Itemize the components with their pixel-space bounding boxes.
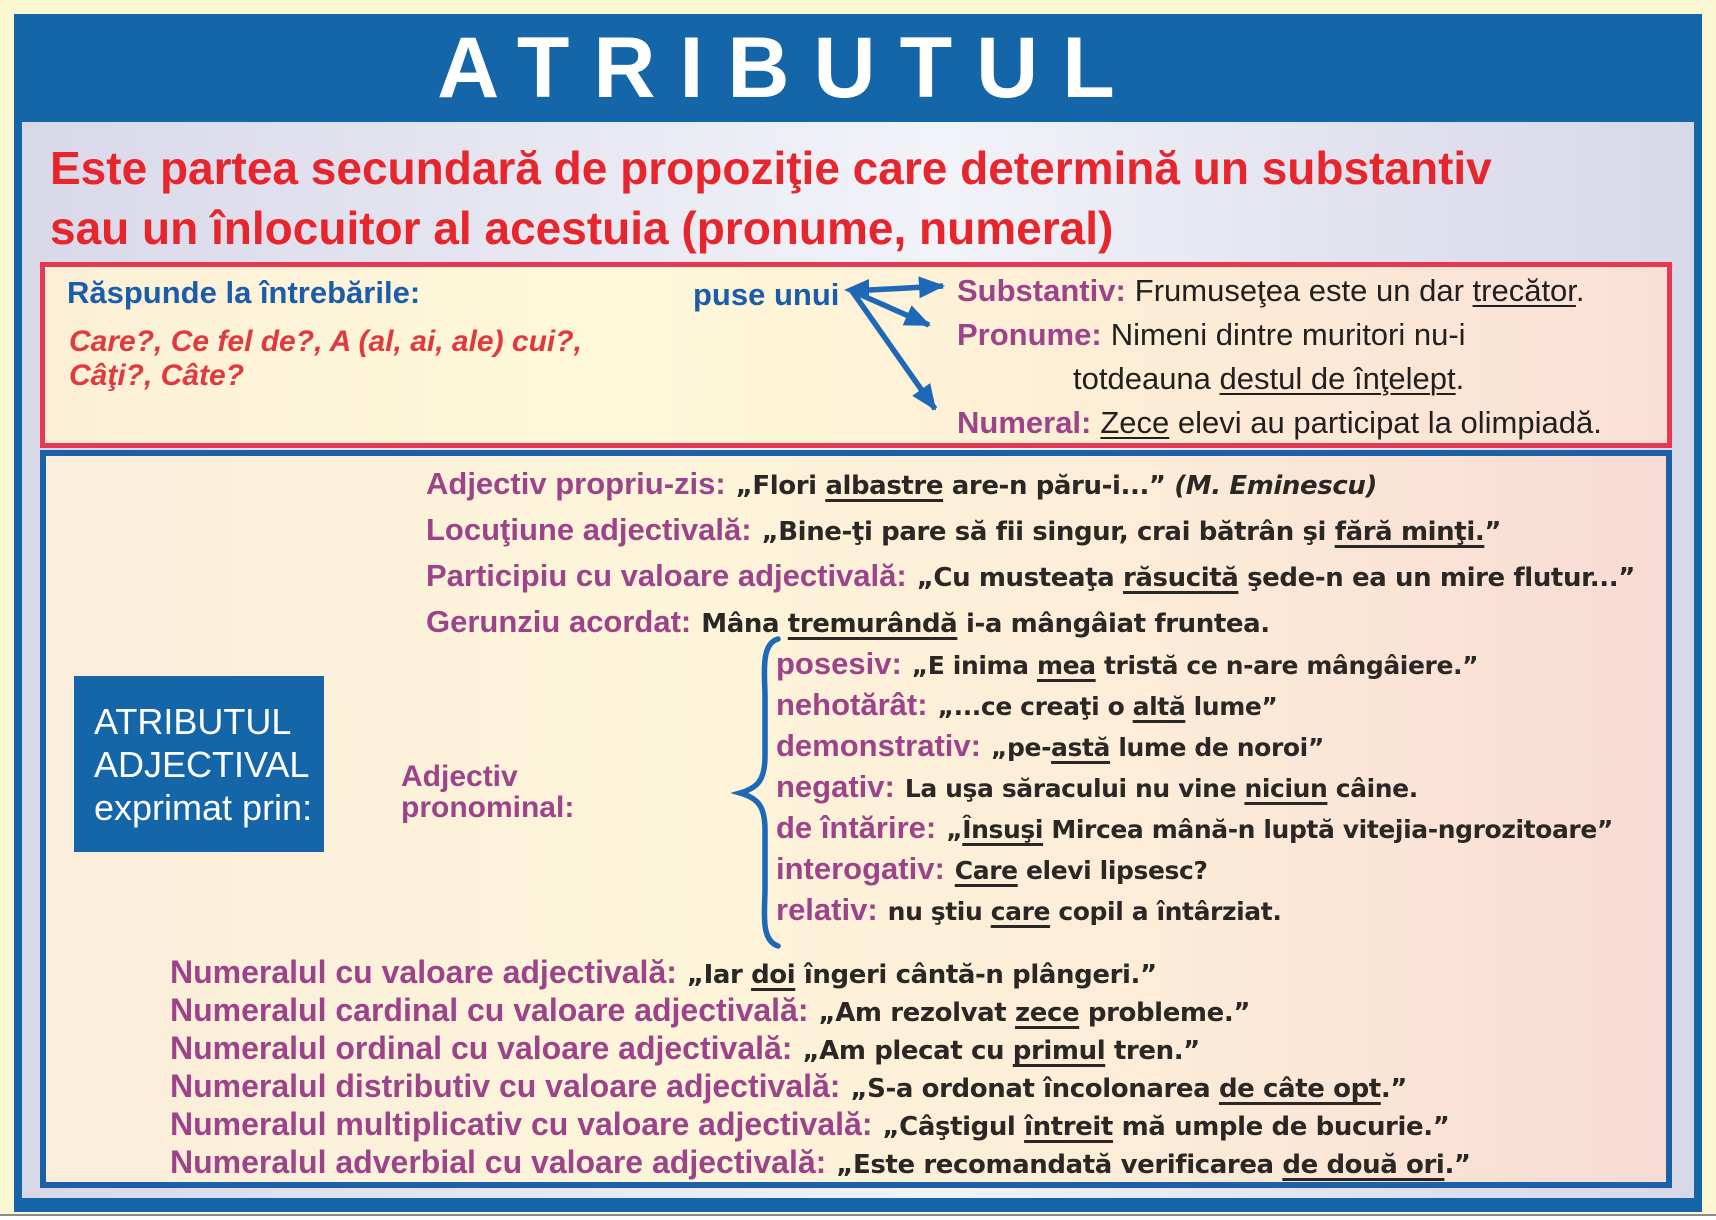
example-text: [1100, 405, 1601, 440]
arrow-to-pronume: [852, 291, 929, 325]
example-segment: copil a întârziat.: [1050, 897, 1282, 926]
example-text: [912, 651, 1478, 680]
example-segment: .: [1575, 273, 1585, 308]
numeral-forms-list: [170, 954, 1471, 1182]
pronominal-heading-line: pronominal:: [401, 791, 575, 824]
target-row: [957, 317, 1602, 361]
example-segment: „...ce creaţi o: [937, 692, 1133, 721]
example-text: [850, 1074, 1407, 1104]
example-segment: „Flori: [735, 471, 826, 501]
underlined-word: destul de înţelept: [1219, 361, 1456, 396]
heading-line: ATRIBUTUL: [94, 701, 292, 742]
connector-label: puse unui: [693, 277, 840, 312]
type-label: Gerunziu acordat:: [426, 604, 692, 639]
underlined-word: albastre: [825, 471, 944, 501]
example-text: [1135, 273, 1585, 308]
example-segment: nu ştiu: [887, 897, 991, 926]
underlined-word: care: [990, 897, 1051, 926]
example-segment: „Cu musteaţa: [916, 563, 1123, 593]
pronominal-type-row: [776, 769, 1613, 810]
example-segment: şede-n ea un mire flutur...”: [1238, 563, 1635, 593]
underlined-word: de două ori: [1282, 1150, 1445, 1180]
example-segment: lume”: [1185, 692, 1278, 721]
pronominal-type-row: [776, 851, 1613, 892]
pronominal-type-row: [776, 687, 1613, 728]
type-label: relativ:: [776, 892, 878, 927]
example-segment: probleme.”: [1079, 998, 1251, 1028]
underlined-word: Care: [954, 856, 1018, 885]
definition-text: [50, 138, 1492, 258]
questions-box: [40, 262, 1672, 448]
adjective-form-row: [426, 466, 1635, 512]
example-segment: Mircea mână-n luptă vitejia-ngrozitoare”: [1043, 815, 1613, 844]
example-segment: .”: [1380, 1074, 1407, 1104]
example-text: [687, 960, 1157, 990]
example-segment: elevi lipsesc?: [1017, 856, 1208, 885]
type-label: interogativ:: [776, 851, 945, 886]
example-text: [802, 1036, 1199, 1066]
pronominal-type-row: [776, 810, 1613, 851]
adjective-form-row: [426, 558, 1635, 604]
type-label: demonstrativ:: [776, 728, 981, 763]
underlined-word: tremurândă: [787, 609, 958, 639]
example-text: [736, 471, 1377, 501]
example-text: [938, 692, 1278, 721]
example-text: [1111, 317, 1466, 352]
numeral-form-row: [170, 992, 1471, 1030]
example-segment: câine.: [1327, 774, 1418, 803]
pronominal-type-row: [776, 646, 1613, 687]
example-segment: tren.”: [1105, 1036, 1200, 1066]
example-text: [701, 609, 1270, 639]
scan-edge-white: [0, 1216, 1716, 1220]
example-text: [955, 856, 1208, 885]
underlined-word: fără minţi.: [1334, 517, 1485, 547]
example-segment: „Este recomandată verificarea: [836, 1150, 1283, 1180]
underlined-word: întreit: [1024, 1112, 1113, 1142]
pronominal-heading: [401, 761, 574, 823]
underlined-word: răsucită: [1122, 563, 1239, 593]
example-segment: „Bine-ţi pare să fii singur, crai bătrân şi: [761, 517, 1335, 547]
target-row: [957, 273, 1602, 317]
page-title: ATRIBUTUL: [437, 19, 1139, 116]
definition-line: Este partea secundară de propoziţie care determină un substantiv: [50, 142, 1492, 194]
numeral-form-row: [170, 1144, 1471, 1182]
example-text: [888, 897, 1282, 926]
underlined-word: primul: [1012, 1036, 1106, 1066]
definition-line: sau un înlocuitor al acestuia (pronume, numeral): [50, 202, 1114, 254]
pronominal-type-row: [776, 728, 1613, 769]
example-segment: La uşa săracului nu vine: [904, 774, 1245, 803]
arrow-to-numeral: [852, 291, 935, 409]
type-label: Numeralul ordinal cu valoare adjectivală:: [170, 1030, 793, 1066]
pronominal-heading-line: Adjectiv: [401, 760, 518, 793]
questions-prompt: Răspunde la întrebările:: [67, 275, 421, 310]
example-segment: „S-a ordonat încolonarea: [850, 1074, 1219, 1104]
example-segment: lume de noroi”: [1110, 733, 1324, 762]
example-segment: „E inima: [911, 651, 1037, 680]
example-segment: i-a mângâiat fruntea.: [957, 609, 1270, 639]
example-segment: îngeri cântă-n plângeri.”: [795, 960, 1157, 990]
type-label: posesiv:: [776, 646, 902, 681]
example-text: [819, 998, 1251, 1028]
type-label: Adjectiv propriu-zis:: [426, 466, 726, 501]
adjectival-heading-box: [74, 676, 324, 852]
example-text: [1073, 361, 1464, 396]
underlined-word: mea: [1036, 651, 1096, 680]
example-segment: totdeauna: [1073, 361, 1220, 396]
example-segment: Frumuseţea este un dar: [1134, 273, 1473, 308]
example-segment: ”: [1484, 517, 1502, 547]
type-label: Numeralul multiplicativ cu valoare adjectivală:: [170, 1106, 873, 1142]
example-text: [946, 815, 1613, 844]
example-text: [882, 1112, 1449, 1142]
type-label: Locuţiune adjectivală:: [426, 512, 752, 547]
underlined-word: trecător: [1472, 273, 1576, 308]
underlined-word: de câte opt: [1218, 1074, 1381, 1104]
poster-frame: [14, 14, 1702, 1212]
target-label: Pronume:: [957, 317, 1102, 352]
heading-line: ADJECTIVAL: [94, 744, 310, 785]
type-label: Numeralul distributiv cu valoare adjectivală:: [170, 1068, 841, 1104]
example-segment: tristă ce n-are mângâiere.”: [1095, 651, 1479, 680]
heading-line: exprimat prin:: [94, 787, 313, 828]
example-text: [991, 733, 1324, 762]
example-segment: „Iar: [686, 960, 752, 990]
type-label: Numeralul cardinal cu valoare adjectivală:: [170, 992, 809, 1028]
pronominal-types-list: [776, 646, 1613, 933]
target-list: [957, 273, 1602, 449]
underlined-word: Însuşi: [962, 815, 1044, 844]
example-text: [917, 563, 1635, 593]
example-segment: (M. Eminescu): [1174, 471, 1377, 501]
numeral-form-row: [170, 1106, 1471, 1144]
target-example-continuation: [1073, 361, 1602, 405]
example-segment: Nimeni dintre muritori nu-i: [1110, 317, 1466, 352]
example-segment: „: [946, 815, 963, 844]
underlined-word: Zece: [1100, 405, 1170, 440]
pronominal-type-row: [776, 892, 1613, 933]
example-text: [762, 517, 1501, 547]
example-text: [905, 774, 1418, 803]
example-segment: „pe-: [990, 733, 1052, 762]
numeral-form-row: [170, 1030, 1471, 1068]
question-line: Care?, Ce fel de?, A (al, ai, ale) cui?,: [69, 325, 582, 358]
content-panel: [22, 122, 1694, 1198]
example-segment: „Am rezolvat: [818, 998, 1015, 1028]
underlined-word: zece: [1015, 998, 1080, 1028]
question-line: Câţi?, Câte?: [69, 359, 245, 392]
type-label: nehotărât:: [776, 687, 928, 722]
arrowhead-left-icon: [844, 279, 869, 301]
example-segment: elevi au participat la olimpiadă.: [1169, 405, 1602, 440]
underlined-word: niciun: [1244, 774, 1328, 803]
example-segment: „Câştigul: [882, 1112, 1025, 1142]
numeral-form-row: [170, 1068, 1471, 1106]
question-words: [69, 325, 582, 393]
adjective-form-row: [426, 604, 1635, 650]
arrow-to-substantiv: [852, 286, 943, 291]
underlined-word: altă: [1132, 692, 1186, 721]
underlined-word: astă: [1051, 733, 1111, 762]
target-row: [957, 405, 1602, 449]
numeral-form-row: [170, 954, 1471, 992]
target-label: Numeral:: [957, 405, 1092, 440]
type-label: Numeralul cu valoare adjectivală:: [170, 954, 677, 990]
adjectival-box: [40, 450, 1672, 1188]
underlined-word: doi: [751, 960, 796, 990]
type-label: Numeralul adverbial cu valoare adjectivală:: [170, 1144, 827, 1180]
example-segment: .”: [1444, 1150, 1471, 1180]
adjective-forms-list: [426, 466, 1635, 650]
type-label: Participiu cu valoare adjectivală:: [426, 558, 907, 593]
example-segment: are-n păru-i...”: [943, 471, 1175, 501]
example-segment: mă umple de bucurie.”: [1112, 1112, 1450, 1142]
type-label: negativ:: [776, 769, 895, 804]
example-segment: Mâna: [701, 609, 788, 639]
header-bar: [14, 14, 1702, 122]
example-segment: .: [1455, 361, 1465, 396]
example-text: [836, 1150, 1470, 1180]
adjective-form-row: [426, 512, 1635, 558]
type-label: de întărire:: [776, 810, 937, 845]
target-label: Substantiv:: [957, 273, 1126, 308]
example-segment: „Am plecat cu: [802, 1036, 1013, 1066]
